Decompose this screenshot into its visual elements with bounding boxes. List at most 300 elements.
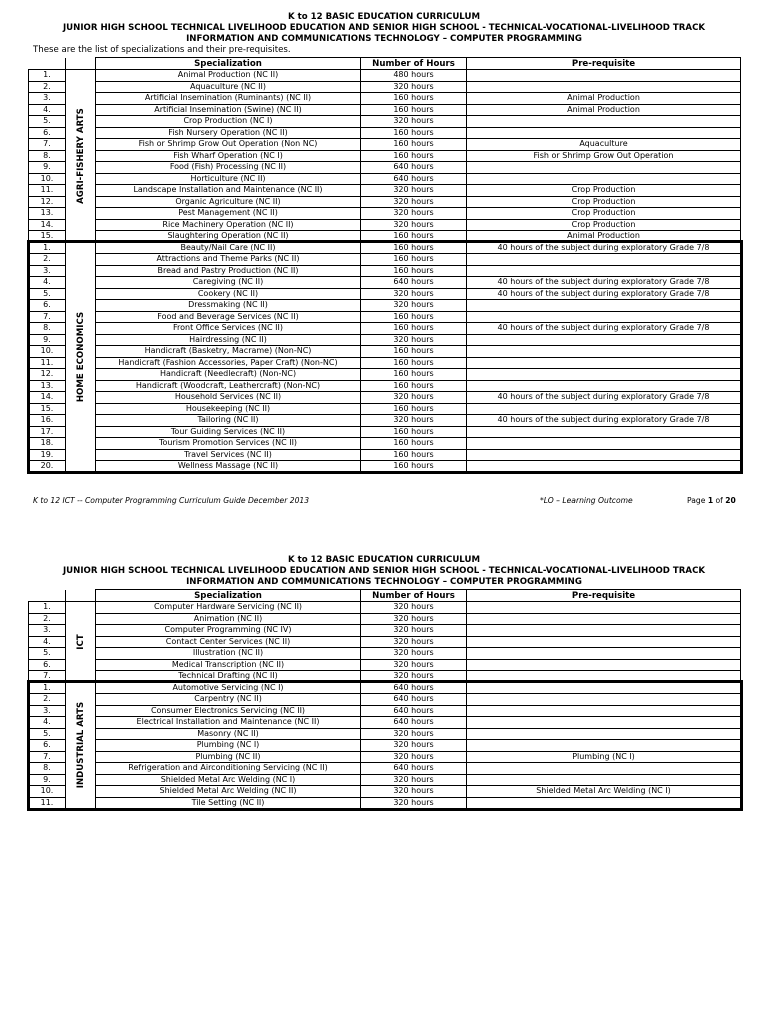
col-prereq: Pre-requisite xyxy=(467,590,741,602)
row-number: 2. xyxy=(29,694,66,706)
prerequisite-cell xyxy=(467,311,741,323)
hours-cell: 640 hours xyxy=(361,162,467,174)
hours-cell: 160 hours xyxy=(361,346,467,358)
prerequisite-cell xyxy=(467,671,741,683)
hours-cell: 320 hours xyxy=(361,797,467,809)
hours-cell: 320 hours xyxy=(361,392,467,404)
hours-cell: 320 hours xyxy=(361,659,467,671)
hours-cell: 160 hours xyxy=(361,311,467,323)
specialization-table-2 xyxy=(28,589,741,809)
hours-cell: 320 hours xyxy=(361,613,467,625)
table-header-row xyxy=(29,58,741,70)
row-number: 4. xyxy=(29,717,66,729)
prerequisite-cell xyxy=(467,162,741,174)
row-number: 6. xyxy=(29,659,66,671)
specialization-cell: Fish Wharf Operation (NC I) xyxy=(96,150,361,162)
hours-cell: 320 hours xyxy=(361,288,467,300)
hours-cell: 320 hours xyxy=(361,81,467,93)
category-group xyxy=(29,682,741,809)
table-row xyxy=(29,173,741,185)
header-line1: K to 12 BASIC EDUCATION CURRICULUM xyxy=(287,12,481,22)
row-number: 7. xyxy=(29,311,66,323)
hours-cell: 320 hours xyxy=(361,786,467,798)
table-row xyxy=(29,185,741,197)
specialization-cell: Aquaculture (NC II) xyxy=(96,81,361,93)
table-row xyxy=(29,70,741,82)
row-number: 5. xyxy=(29,648,66,660)
prerequisite-cell: Crop Production xyxy=(467,185,741,197)
col-specialization: Specialization xyxy=(96,58,361,70)
col-hours: Number of Hours xyxy=(361,590,467,602)
row-number: 11. xyxy=(29,797,66,809)
page2-header xyxy=(0,555,768,588)
page-number xyxy=(687,496,736,505)
table-row xyxy=(29,438,741,450)
hours-cell: 160 hours xyxy=(361,242,467,254)
specialization-cell: Attractions and Theme Parks (NC II) xyxy=(96,254,361,266)
row-number: 6. xyxy=(29,300,66,312)
table-row xyxy=(29,602,741,614)
specialization-cell: Refrigeration and Airconditioning Servicing (NC II) xyxy=(96,763,361,775)
category-label: INDUSTRIAL ARTS xyxy=(75,702,86,789)
category-label-cell xyxy=(66,70,96,243)
row-number: 2. xyxy=(29,254,66,266)
hours-cell: 320 hours xyxy=(361,300,467,312)
table-row xyxy=(29,774,741,786)
specialization-cell: Caregiving (NC II) xyxy=(96,277,361,289)
row-number: 15. xyxy=(29,403,66,415)
prerequisite-cell: 40 hours of the subject during exploratory Grade 7/8 xyxy=(467,392,741,404)
table-row xyxy=(29,426,741,438)
specialization-cell: Horticulture (NC II) xyxy=(96,173,361,185)
hours-cell: 160 hours xyxy=(361,127,467,139)
specialization-cell: Automotive Servicing (NC I) xyxy=(96,682,361,694)
page-of: of xyxy=(713,496,726,505)
prerequisite-cell xyxy=(467,461,741,473)
prerequisite-cell: Plumbing (NC I) xyxy=(467,751,741,763)
specialization-cell: Tailoring (NC II) xyxy=(96,415,361,427)
table-row xyxy=(29,648,741,660)
prerequisite-cell: Crop Production xyxy=(467,219,741,231)
prerequisite-cell: Aquaculture xyxy=(467,139,741,151)
row-number: 4. xyxy=(29,277,66,289)
prerequisite-cell xyxy=(467,265,741,277)
specialization-cell: Plumbing (NC I) xyxy=(96,740,361,752)
table-row xyxy=(29,162,741,174)
header-line3: INFORMATION AND COMMUNICATIONS TECHNOLOGY – COMPUTER PROGRAMMING xyxy=(186,34,582,44)
prerequisite-cell: Crop Production xyxy=(467,208,741,220)
specialization-cell: Medical Transcription (NC II) xyxy=(96,659,361,671)
row-number: 4. xyxy=(29,636,66,648)
header-line1: K to 12 BASIC EDUCATION CURRICULUM xyxy=(287,555,481,565)
table-row xyxy=(29,116,741,128)
prerequisite-cell xyxy=(467,380,741,392)
specialization-cell: Electrical Installation and Maintenance (NC II) xyxy=(96,717,361,729)
specialization-cell: Crop Production (NC I) xyxy=(96,116,361,128)
table-row xyxy=(29,625,741,637)
table-row xyxy=(29,208,741,220)
table-row xyxy=(29,461,741,473)
row-number: 18. xyxy=(29,438,66,450)
hours-cell: 160 hours xyxy=(361,139,467,151)
prerequisite-cell xyxy=(467,357,741,369)
specialization-cell: Food (Fish) Processing (NC II) xyxy=(96,162,361,174)
row-number: 7. xyxy=(29,751,66,763)
table-row xyxy=(29,728,741,740)
row-number: 3. xyxy=(29,625,66,637)
table-row xyxy=(29,196,741,208)
row-number: 8. xyxy=(29,763,66,775)
table-row xyxy=(29,403,741,415)
hours-cell: 160 hours xyxy=(361,265,467,277)
prerequisite-cell: Animal Production xyxy=(467,93,741,105)
hours-cell: 320 hours xyxy=(361,728,467,740)
row-number: 5. xyxy=(29,728,66,740)
prerequisite-cell xyxy=(467,173,741,185)
prerequisite-cell xyxy=(467,648,741,660)
hours-cell: 160 hours xyxy=(361,380,467,392)
hours-cell: 320 hours xyxy=(361,740,467,752)
table-row xyxy=(29,150,741,162)
hours-cell: 160 hours xyxy=(361,369,467,381)
prerequisite-cell: 40 hours of the subject during exploratory Grade 7/8 xyxy=(467,415,741,427)
specialization-cell: Slaughtering Operation (NC II) xyxy=(96,231,361,243)
table-row xyxy=(29,127,741,139)
table-row xyxy=(29,311,741,323)
hours-cell: 160 hours xyxy=(361,231,467,243)
row-number: 6. xyxy=(29,740,66,752)
specialization-cell: Handicraft (Basketry, Macrame) (Non-NC) xyxy=(96,346,361,358)
hours-cell: 320 hours xyxy=(361,671,467,683)
hours-cell: 160 hours xyxy=(361,93,467,105)
category-label: ICT xyxy=(75,634,86,650)
hours-cell: 320 hours xyxy=(361,415,467,427)
specialization-cell: Masonry (NC II) xyxy=(96,728,361,740)
table-row xyxy=(29,93,741,105)
table-row xyxy=(29,346,741,358)
prerequisite-cell: Animal Production xyxy=(467,104,741,116)
row-number: 1. xyxy=(29,70,66,82)
specialization-cell: Animal Production (NC II) xyxy=(96,70,361,82)
specialization-cell: Tour Guiding Services (NC II) xyxy=(96,426,361,438)
table-row xyxy=(29,357,741,369)
header-line2: JUNIOR HIGH SCHOOL TECHNICAL LIVELIHOOD EDUCATION AND SENIOR HIGH SCHOOL - TECHNICAL-VOCATIONAL-LIVELIHOOD TRACK xyxy=(62,566,706,576)
table-row xyxy=(29,231,741,243)
table-row xyxy=(29,740,741,752)
row-number: 14. xyxy=(29,392,66,404)
footer-guide: K to 12 ICT -- Computer Programming Curriculum Guide December 2013 xyxy=(33,496,310,505)
row-number: 9. xyxy=(29,162,66,174)
prerequisite-cell xyxy=(467,636,741,648)
specialization-cell: Wellness Massage (NC II) xyxy=(96,461,361,473)
category-label-cell xyxy=(66,682,96,809)
table-row xyxy=(29,392,741,404)
row-number: 1. xyxy=(29,602,66,614)
page1-header xyxy=(0,12,768,45)
table-row xyxy=(29,613,741,625)
table-row xyxy=(29,797,741,809)
prerequisite-cell xyxy=(467,728,741,740)
prerequisite-cell xyxy=(467,254,741,266)
prerequisite-cell: Crop Production xyxy=(467,196,741,208)
row-number: 13. xyxy=(29,208,66,220)
hours-cell: 160 hours xyxy=(361,403,467,415)
row-number: 16. xyxy=(29,415,66,427)
prerequisite-cell xyxy=(467,426,741,438)
specialization-cell: Fish or Shrimp Grow Out Operation (Non NC) xyxy=(96,139,361,151)
prerequisite-cell xyxy=(467,403,741,415)
table-row xyxy=(29,334,741,346)
col-prereq: Pre-requisite xyxy=(467,58,741,70)
hours-cell: 160 hours xyxy=(361,449,467,461)
row-number: 11. xyxy=(29,185,66,197)
header-blank xyxy=(29,58,66,70)
specialization-cell: Bread and Pastry Production (NC II) xyxy=(96,265,361,277)
prerequisite-cell: 40 hours of the subject during exploratory Grade 7/8 xyxy=(467,277,741,289)
table-row xyxy=(29,300,741,312)
table-row xyxy=(29,659,741,671)
table-row xyxy=(29,671,741,683)
hours-cell: 480 hours xyxy=(361,70,467,82)
hours-cell: 640 hours xyxy=(361,763,467,775)
header-blank xyxy=(66,590,96,602)
specialization-cell: Technical Drafting (NC II) xyxy=(96,671,361,683)
row-number: 15. xyxy=(29,231,66,243)
prerequisite-cell xyxy=(467,613,741,625)
table-row xyxy=(29,323,741,335)
row-number: 1. xyxy=(29,682,66,694)
row-number: 8. xyxy=(29,150,66,162)
prerequisite-cell xyxy=(467,438,741,450)
table-row xyxy=(29,636,741,648)
hours-cell: 160 hours xyxy=(361,323,467,335)
category-label-cell xyxy=(66,602,96,683)
table-row xyxy=(29,219,741,231)
specialization-cell: Landscape Installation and Maintenance (NC II) xyxy=(96,185,361,197)
col-hours: Number of Hours xyxy=(361,58,467,70)
specialization-cell: Handicraft (Fashion Accessories, Paper Craft) (Non-NC) xyxy=(96,357,361,369)
prerequisite-cell: 40 hours of the subject during exploratory Grade 7/8 xyxy=(467,242,741,254)
prerequisite-cell: Fish or Shrimp Grow Out Operation xyxy=(467,150,741,162)
header-line2: JUNIOR HIGH SCHOOL TECHNICAL LIVELIHOOD EDUCATION AND SENIOR HIGH SCHOOL - TECHNICAL-VOCATIONAL-LIVELIHOOD TRACK xyxy=(62,23,706,33)
category-label: HOME ECONOMICS xyxy=(75,311,86,403)
row-number: 5. xyxy=(29,288,66,300)
hours-cell: 160 hours xyxy=(361,150,467,162)
row-number: 2. xyxy=(29,613,66,625)
col-specialization: Specialization xyxy=(96,590,361,602)
table-row xyxy=(29,369,741,381)
table-row xyxy=(29,751,741,763)
prerequisite-cell xyxy=(467,127,741,139)
header-blank xyxy=(66,58,96,70)
table-row xyxy=(29,139,741,151)
header-line3: INFORMATION AND COMMUNICATIONS TECHNOLOGY – COMPUTER PROGRAMMING xyxy=(186,577,582,587)
hours-cell: 160 hours xyxy=(361,254,467,266)
row-number: 8. xyxy=(29,323,66,335)
prerequisite-cell xyxy=(467,694,741,706)
hours-cell: 320 hours xyxy=(361,774,467,786)
intro-text: These are the list of specializations and their pre-requisites. xyxy=(33,45,291,55)
table-row xyxy=(29,104,741,116)
specialization-cell: Beauty/Nail Care (NC II) xyxy=(96,242,361,254)
footer-lo-note: *LO – Learning Outcome xyxy=(540,496,633,505)
table-row xyxy=(29,682,741,694)
row-number: 7. xyxy=(29,139,66,151)
row-number: 9. xyxy=(29,774,66,786)
hours-cell: 640 hours xyxy=(361,705,467,717)
hours-cell: 320 hours xyxy=(361,648,467,660)
table-row xyxy=(29,254,741,266)
prerequisite-cell xyxy=(467,659,741,671)
row-number: 19. xyxy=(29,449,66,461)
prerequisite-cell: Shielded Metal Arc Welding (NC I) xyxy=(467,786,741,798)
specialization-table-1 xyxy=(28,57,741,473)
row-number: 10. xyxy=(29,786,66,798)
row-number: 5. xyxy=(29,116,66,128)
specialization-cell: Computer Hardware Servicing (NC II) xyxy=(96,602,361,614)
specialization-cell: Household Services (NC II) xyxy=(96,392,361,404)
specialization-cell: Consumer Electronics Servicing (NC II) xyxy=(96,705,361,717)
table-row xyxy=(29,81,741,93)
row-number: 11. xyxy=(29,357,66,369)
row-number: 3. xyxy=(29,93,66,105)
specialization-cell: Handicraft (Needlecraft) (Non-NC) xyxy=(96,369,361,381)
hours-cell: 320 hours xyxy=(361,334,467,346)
prerequisite-cell: 40 hours of the subject during exploratory Grade 7/8 xyxy=(467,323,741,335)
specialization-cell: Contact Center Services (NC II) xyxy=(96,636,361,648)
specialization-cell: Tile Setting (NC II) xyxy=(96,797,361,809)
specialization-cell: Animation (NC II) xyxy=(96,613,361,625)
prerequisite-cell xyxy=(467,116,741,128)
specialization-cell: Fish Nursery Operation (NC II) xyxy=(96,127,361,139)
prerequisite-cell: 40 hours of the subject during exploratory Grade 7/8 xyxy=(467,288,741,300)
row-number: 14. xyxy=(29,219,66,231)
prerequisite-cell xyxy=(467,797,741,809)
table-row xyxy=(29,763,741,775)
table-row xyxy=(29,242,741,254)
hours-cell: 640 hours xyxy=(361,717,467,729)
hours-cell: 640 hours xyxy=(361,682,467,694)
row-number: 17. xyxy=(29,426,66,438)
table-row xyxy=(29,265,741,277)
table-row xyxy=(29,415,741,427)
row-number: 3. xyxy=(29,265,66,277)
hours-cell: 160 hours xyxy=(361,104,467,116)
specialization-cell: Shielded Metal Arc Welding (NC II) xyxy=(96,786,361,798)
hours-cell: 160 hours xyxy=(361,426,467,438)
specialization-cell: Artificial Insemination (Swine) (NC II) xyxy=(96,104,361,116)
prerequisite-cell xyxy=(467,334,741,346)
row-number: 7. xyxy=(29,671,66,683)
prerequisite-cell xyxy=(467,602,741,614)
hours-cell: 320 hours xyxy=(361,208,467,220)
hours-cell: 320 hours xyxy=(361,636,467,648)
specialization-cell: Food and Beverage Services (NC II) xyxy=(96,311,361,323)
hours-cell: 320 hours xyxy=(361,185,467,197)
table-header-row xyxy=(29,590,741,602)
category-group xyxy=(29,602,741,683)
prerequisite-cell xyxy=(467,449,741,461)
page-total: 20 xyxy=(725,496,736,505)
table-row xyxy=(29,705,741,717)
hours-cell: 640 hours xyxy=(361,277,467,289)
hours-cell: 320 hours xyxy=(361,219,467,231)
prerequisite-cell xyxy=(467,682,741,694)
specialization-cell: Housekeeping (NC II) xyxy=(96,403,361,415)
hours-cell: 160 hours xyxy=(361,438,467,450)
specialization-cell: Tourism Promotion Services (NC II) xyxy=(96,438,361,450)
table-row xyxy=(29,277,741,289)
row-number: 12. xyxy=(29,369,66,381)
hours-cell: 640 hours xyxy=(361,173,467,185)
hours-cell: 320 hours xyxy=(361,751,467,763)
row-number: 12. xyxy=(29,196,66,208)
specialization-cell: Organic Agriculture (NC II) xyxy=(96,196,361,208)
prerequisite-cell xyxy=(467,70,741,82)
specialization-cell: Travel Services (NC II) xyxy=(96,449,361,461)
prerequisite-cell xyxy=(467,774,741,786)
category-label: AGRI-FISHERY ARTS xyxy=(75,107,86,204)
hours-cell: 320 hours xyxy=(361,602,467,614)
hours-cell: 640 hours xyxy=(361,694,467,706)
specialization-cell: Artificial Insemination (Ruminants) (NC II) xyxy=(96,93,361,105)
specialization-cell: Dressmaking (NC II) xyxy=(96,300,361,312)
hours-cell: 320 hours xyxy=(361,116,467,128)
page-prefix: Page xyxy=(687,496,708,505)
row-number: 6. xyxy=(29,127,66,139)
row-number: 10. xyxy=(29,173,66,185)
specialization-cell: Front Office Services (NC II) xyxy=(96,323,361,335)
specialization-cell: Illustration (NC II) xyxy=(96,648,361,660)
prerequisite-cell xyxy=(467,705,741,717)
prerequisite-cell xyxy=(467,625,741,637)
table-row xyxy=(29,786,741,798)
row-number: 3. xyxy=(29,705,66,717)
row-number: 2. xyxy=(29,81,66,93)
hours-cell: 160 hours xyxy=(361,461,467,473)
table-row xyxy=(29,694,741,706)
header-blank xyxy=(29,590,66,602)
specialization-cell: Cookery (NC II) xyxy=(96,288,361,300)
specialization-cell: Computer Programming (NC IV) xyxy=(96,625,361,637)
row-number: 1. xyxy=(29,242,66,254)
category-label-cell xyxy=(66,242,96,472)
hours-cell: 320 hours xyxy=(361,196,467,208)
prerequisite-cell xyxy=(467,717,741,729)
specialization-cell: Hairdressing (NC II) xyxy=(96,334,361,346)
table-row xyxy=(29,449,741,461)
category-group xyxy=(29,70,741,243)
specialization-cell: Plumbing (NC II) xyxy=(96,751,361,763)
row-number: 10. xyxy=(29,346,66,358)
specialization-cell: Shielded Metal Arc Welding (NC I) xyxy=(96,774,361,786)
specialization-cell: Rice Machinery Operation (NC II) xyxy=(96,219,361,231)
row-number: 13. xyxy=(29,380,66,392)
category-group xyxy=(29,242,741,472)
specialization-cell: Handicraft (Woodcraft, Leathercraft) (Non-NC) xyxy=(96,380,361,392)
row-number: 4. xyxy=(29,104,66,116)
prerequisite-cell xyxy=(467,763,741,775)
table-row xyxy=(29,288,741,300)
table-row xyxy=(29,717,741,729)
hours-cell: 320 hours xyxy=(361,625,467,637)
table-row xyxy=(29,380,741,392)
prerequisite-cell xyxy=(467,740,741,752)
page-current: 1 xyxy=(707,496,714,505)
row-number: 20. xyxy=(29,461,66,473)
specialization-cell: Carpentry (NC II) xyxy=(96,694,361,706)
prerequisite-cell xyxy=(467,346,741,358)
